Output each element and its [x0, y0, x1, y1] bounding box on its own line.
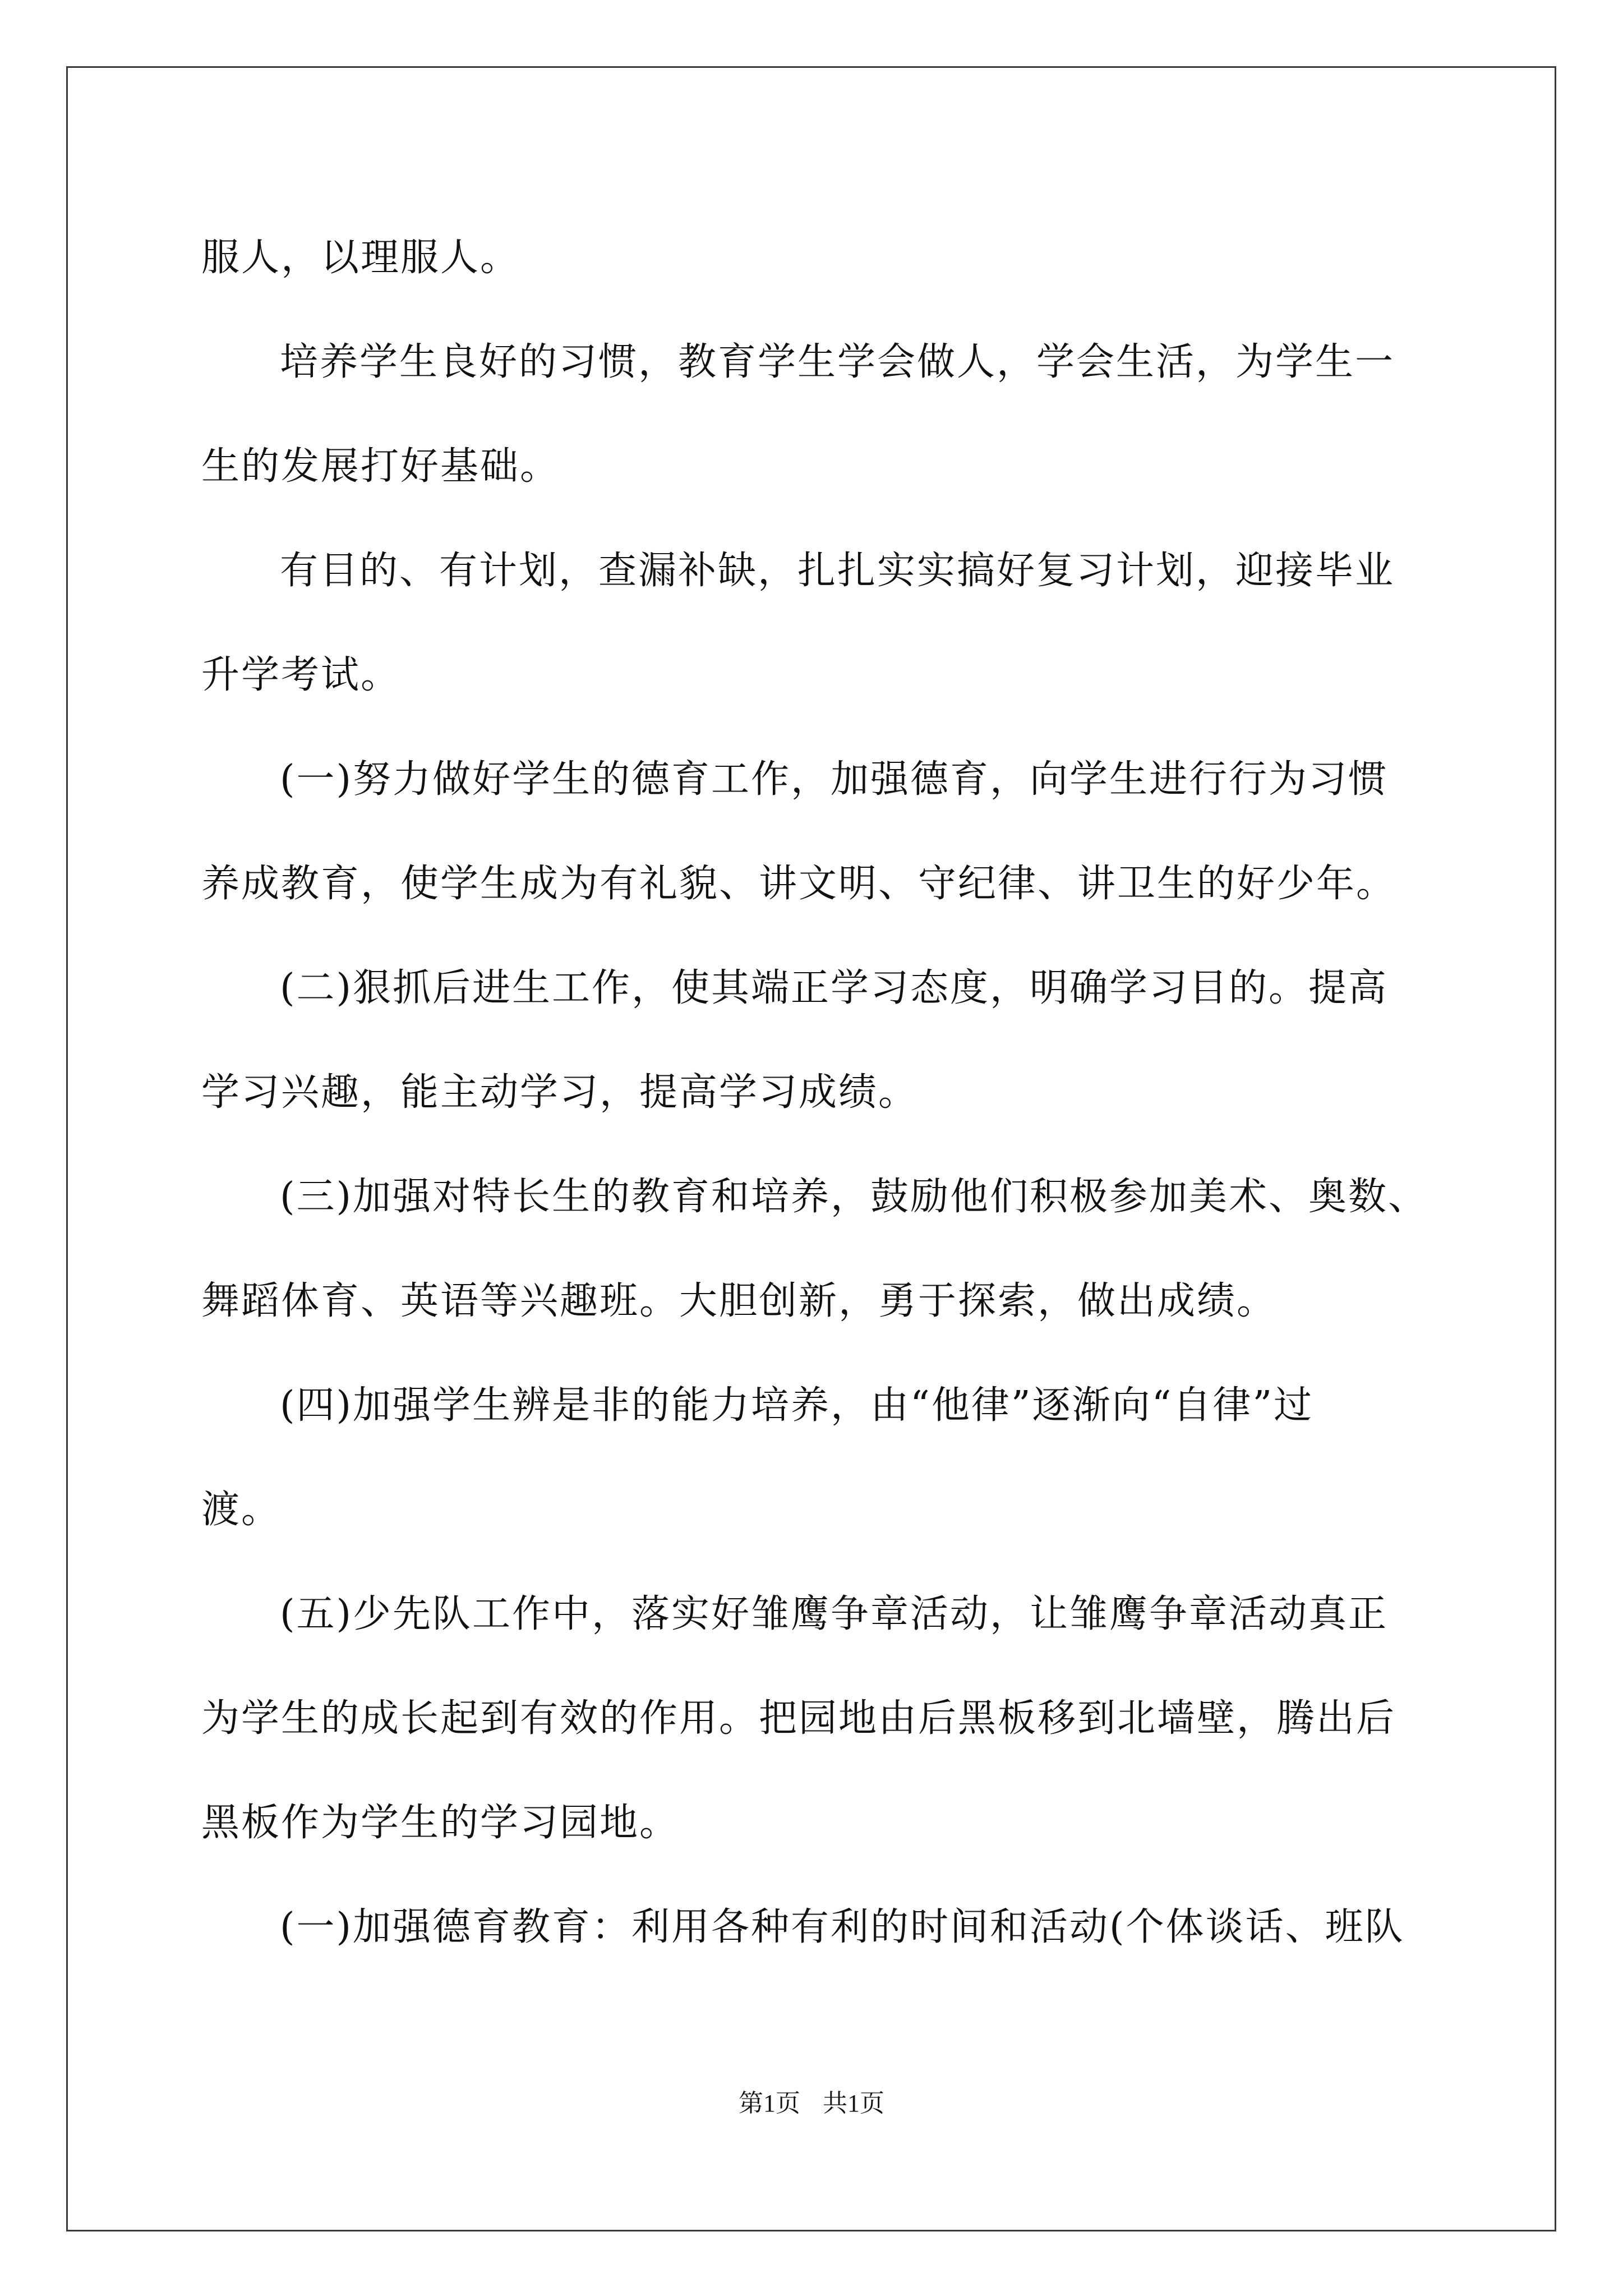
text-line: (一)加强德育教育：利用各种有利的时间和活动(个体谈话、班队 — [280, 1905, 1405, 1949]
text-line: 养成教育，使学生成为有礼貌、讲文明、守纪律、讲卫生的好少年。 — [201, 862, 1396, 906]
text-line: (五)少先队工作中，落实好雏鹰争章活动，让雏鹰争章活动真正 — [280, 1592, 1389, 1636]
page-footer — [0, 2087, 1623, 2120]
text-line: 有目的、有计划，查漏补缺，扎扎实实搞好复习计划，迎接毕业 — [280, 549, 1395, 593]
text-line: 为学生的成长起到有效的作用。把园地由后黑板移到北墙壁，腾出后 — [201, 1696, 1396, 1741]
document-body — [201, 206, 1480, 1980]
text-line: 升学考试。 — [201, 653, 401, 697]
text-line: 生的发展打好基础。 — [201, 444, 560, 489]
page-number: 第1页 — [739, 2090, 800, 2117]
text-line: 学习兴趣，能主动学习，提高学习成绩。 — [201, 1070, 919, 1115]
text-line: (二)狠抓后进生工作，使其端正学习态度，明确学习目的。提高 — [280, 966, 1389, 1010]
text-line: 服人，以理服人。 — [201, 236, 520, 280]
page-total: 共1页 — [823, 2090, 884, 2117]
text-line: 渡。 — [201, 1488, 282, 1532]
text-line: (一)努力做好学生的德育工作，加强德育，向学生进行行为习惯 — [280, 757, 1389, 802]
text-line: (四)加强学生辨是非的能力培养，由“他律”逐渐向“自律”过 — [280, 1383, 1314, 1428]
text-line: 舞蹈体育、英语等兴趣班。大胆创新，勇于探索，做出成绩。 — [201, 1279, 1277, 1323]
text-line: 培养学生良好的习惯，教育学生学会做人，学会生活，为学生一 — [280, 340, 1395, 384]
text-line: 黑板作为学生的学习园地。 — [201, 1801, 680, 1845]
text-line: (三)加强对特长生的教育和培养，鼓励他们积极参加美术、奥数、 — [280, 1175, 1428, 1219]
